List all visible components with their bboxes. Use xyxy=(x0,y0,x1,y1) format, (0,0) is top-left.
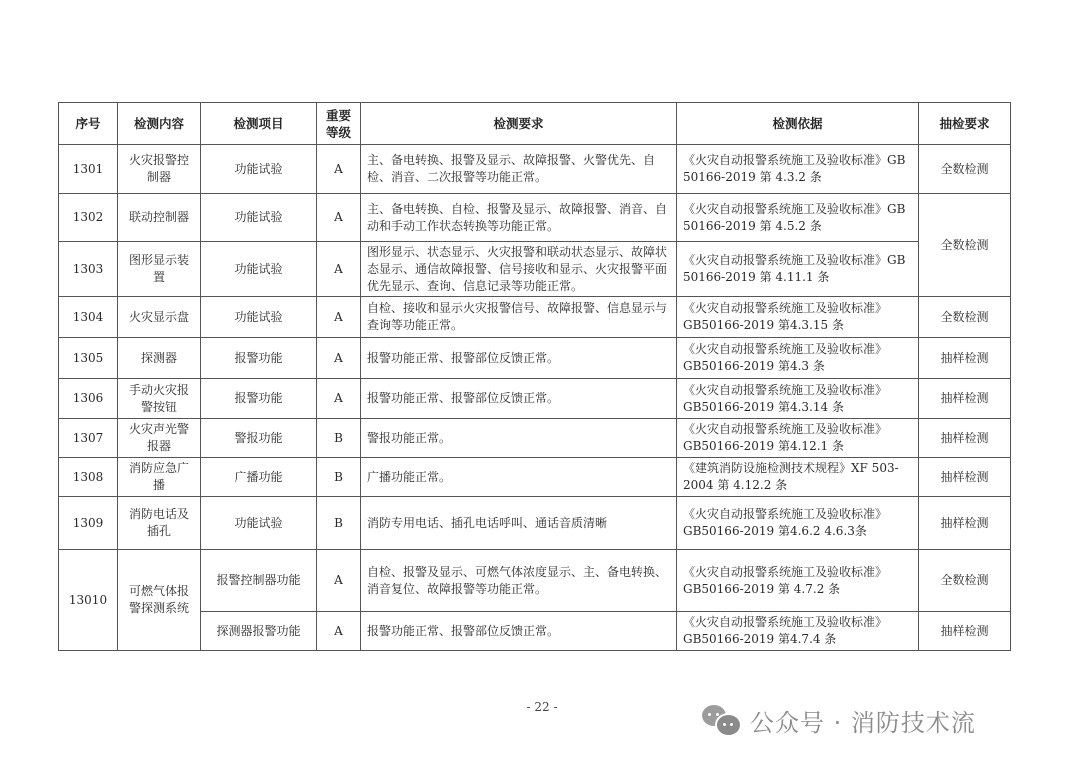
cell-item: 广播功能 xyxy=(201,458,317,497)
page-number: - 22 - xyxy=(526,700,558,714)
table-row xyxy=(59,242,1011,297)
cell-basis: 《火灾自动报警系统施工及验收标准》GB 50166-2019 第 4.5.2 条 xyxy=(677,194,919,242)
cell-no: 1302 xyxy=(59,194,118,242)
cell-level: A xyxy=(317,242,361,297)
cell-item: 功能试验 xyxy=(201,145,317,194)
cell-sampling-merged: 全数检测 xyxy=(919,194,1011,297)
cell-level: A xyxy=(317,297,361,338)
cell-requirement: 报警功能正常、报警部位反馈正常。 xyxy=(361,379,677,419)
watermark-text: 公众号 · 消防技术流 xyxy=(750,708,976,737)
cell-sampling: 抽样检测 xyxy=(919,419,1011,458)
table-row xyxy=(59,194,1011,242)
cell-requirement: 自检、报警及显示、可燃气体浓度显示、主、备电转换、消音复位、故障报警等功能正常。 xyxy=(361,550,677,612)
cell-no: 1306 xyxy=(59,379,118,419)
header-content: 检测内容 xyxy=(118,103,201,145)
header-no: 序号 xyxy=(59,103,118,145)
cell-content: 火灾显示盘 xyxy=(118,297,201,338)
cell-sampling: 抽样检测 xyxy=(919,338,1011,379)
cell-requirement: 报警功能正常、报警部位反馈正常。 xyxy=(361,612,677,651)
cell-requirement: 主、备电转换、自检、报警及显示、故障报警、消音、自动和手动工作状态转换等功能正常。 xyxy=(361,194,677,242)
cell-no: 1307 xyxy=(59,419,118,458)
cell-requirement: 主、备电转换、报警及显示、故障报警、火警优先、自检、消音、二次报警等功能正常。 xyxy=(361,145,677,194)
watermark xyxy=(702,700,976,740)
cell-no: 1301 xyxy=(59,145,118,194)
cell-no: 13010 xyxy=(59,550,118,651)
cell-basis: 《火灾自动报警系统施工及验收标准》GB50166-2019 第4.7.4 条 xyxy=(677,612,919,651)
cell-item: 功能试验 xyxy=(201,242,317,297)
cell-sampling: 抽样检测 xyxy=(919,458,1011,497)
cell-level: A xyxy=(317,550,361,612)
wechat-icon xyxy=(702,703,742,737)
cell-level: A xyxy=(317,612,361,651)
cell-basis: 《火灾自动报警系统施工及验收标准》GB 50166-2019 第 4.11.1 条 xyxy=(677,242,919,297)
cell-item: 报警功能 xyxy=(201,338,317,379)
table-row xyxy=(59,419,1011,458)
table-row xyxy=(59,458,1011,497)
cell-sampling: 全数检测 xyxy=(919,550,1011,612)
cell-content: 火灾声光警报器 xyxy=(118,419,201,458)
cell-level: B xyxy=(317,419,361,458)
header-level: 重要等级 xyxy=(317,103,361,145)
cell-sampling: 全数检测 xyxy=(919,145,1011,194)
table-row xyxy=(59,379,1011,419)
cell-item: 功能试验 xyxy=(201,194,317,242)
cell-item: 功能试验 xyxy=(201,297,317,338)
table-row xyxy=(59,338,1011,379)
header-sampling: 抽检要求 xyxy=(919,103,1011,145)
cell-no: 1309 xyxy=(59,497,118,550)
cell-item: 报警控制器功能 xyxy=(201,550,317,612)
cell-item: 探测器报警功能 xyxy=(201,612,317,651)
cell-content: 火灾报警控制器 xyxy=(118,145,201,194)
cell-basis: 《火灾自动报警系统施工及验收标准》GB50166-2019 第4.3 条 xyxy=(677,338,919,379)
cell-basis: 《火灾自动报警系统施工及验收标准》GB50166-2019 第 4.7.2 条 xyxy=(677,550,919,612)
cell-content: 可燃气体报警探测系统 xyxy=(118,550,201,651)
cell-sampling: 全数检测 xyxy=(919,297,1011,338)
cell-sampling: 抽样检测 xyxy=(919,497,1011,550)
cell-no: 1303 xyxy=(59,242,118,297)
cell-no: 1308 xyxy=(59,458,118,497)
cell-level: B xyxy=(317,497,361,550)
cell-requirement: 图形显示、状态显示、火灾报警和联动状态显示、故障状态显示、通信故障报警、信号接收和显示、火灾报警平面优先显示、查询、信息记录等功能正常。 xyxy=(361,242,677,297)
cell-requirement: 自检、接收和显示火灾报警信号、故障报警、信息显示与查询等功能正常。 xyxy=(361,297,677,338)
cell-basis: 《火灾自动报警系统施工及验收标准》GB50166-2019 第4.3.14 条 xyxy=(677,379,919,419)
header-item: 检测项目 xyxy=(201,103,317,145)
header-basis: 检测依据 xyxy=(677,103,919,145)
cell-level: B xyxy=(317,458,361,497)
cell-item: 功能试验 xyxy=(201,497,317,550)
table-row xyxy=(59,497,1011,550)
header-requirement: 检测要求 xyxy=(361,103,677,145)
cell-content: 消防应急广播 xyxy=(118,458,201,497)
table-row xyxy=(59,550,1011,612)
cell-level: A xyxy=(317,379,361,419)
cell-content: 联动控制器 xyxy=(118,194,201,242)
cell-content: 消防电话及插孔 xyxy=(118,497,201,550)
table-header-row xyxy=(59,103,1011,145)
table-row xyxy=(59,145,1011,194)
cell-item: 报警功能 xyxy=(201,379,317,419)
cell-no: 1305 xyxy=(59,338,118,379)
cell-content: 手动火灾报警按钮 xyxy=(118,379,201,419)
cell-item: 警报功能 xyxy=(201,419,317,458)
cell-no: 1304 xyxy=(59,297,118,338)
cell-sampling: 抽样检测 xyxy=(919,612,1011,651)
cell-level: A xyxy=(317,145,361,194)
table-row xyxy=(59,612,1011,651)
cell-content: 图形显示装置 xyxy=(118,242,201,297)
cell-level: A xyxy=(317,194,361,242)
cell-requirement: 消防专用电话、插孔电话呼叫、通话音质清晰 xyxy=(361,497,677,550)
cell-requirement: 广播功能正常。 xyxy=(361,458,677,497)
cell-requirement: 警报功能正常。 xyxy=(361,419,677,458)
cell-basis: 《建筑消防设施检测技术规程》XF 503-2004 第 4.12.2 条 xyxy=(677,458,919,497)
cell-basis: 《火灾自动报警系统施工及验收标准》GB50166-2019 第4.6.2 4.6.3条 xyxy=(677,497,919,550)
cell-basis: 《火灾自动报警系统施工及验收标准》GB50166-2019 第4.12.1 条 xyxy=(677,419,919,458)
cell-sampling: 抽样检测 xyxy=(919,379,1011,419)
cell-level: A xyxy=(317,338,361,379)
table-row xyxy=(59,297,1011,338)
cell-basis: 《火灾自动报警系统施工及验收标准》GB 50166-2019 第 4.3.2 条 xyxy=(677,145,919,194)
cell-basis: 《火灾自动报警系统施工及验收标准》GB50166-2019 第4.3.15 条 xyxy=(677,297,919,338)
cell-requirement: 报警功能正常、报警部位反馈正常。 xyxy=(361,338,677,379)
cell-content: 探测器 xyxy=(118,338,201,379)
inspection-table xyxy=(58,102,1011,651)
